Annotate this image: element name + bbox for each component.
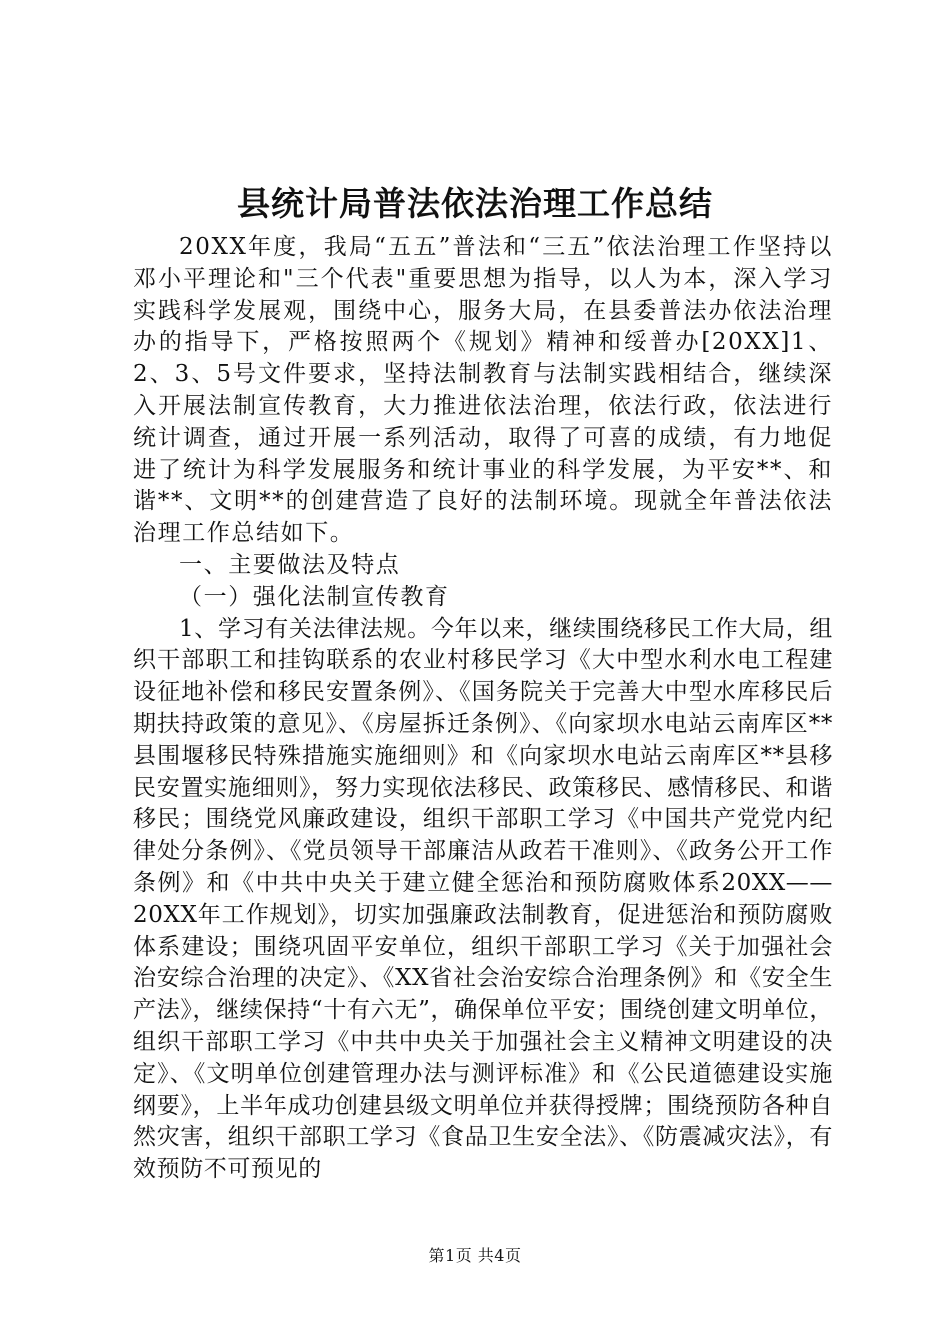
intro-paragraph: 20XX年度，我局“五五”普法和“三五”依法治理工作坚持以邓小平理论和"三个代表"重要思想为指导，以人为本，深入学习实践科学发展观，围绕中心，服务大局，在县委普法办依法治理办的指导下，严格按照两个《规划》精神和绥普办[20XX]1、2、3、5号文件要求，坚持法制教育与法制实践相结合，继续深入开展法制宣传教育，大力推进依法治理，依法行政，依法进行统计调查，通过开展一系列活动，取得了可喜的成绩，有力地促进了统计为科学发展服务和统计事业的科学发展，为平安**、和谐**、文明**的创建营造了良好的法制环境。现就全年普法依法治理工作总结如下。 <box>133 234 833 547</box>
section-heading: 一、主要做法及特点 <box>179 551 401 578</box>
page-footer: 第1页 共4页 <box>428 1246 522 1265</box>
document-title: 县统计局普法依法治理工作总结 <box>237 184 713 223</box>
item-paragraph: 1、学习有关法律法规。今年以来，继续围绕移民工作大局，组织干部职工和挂钩联系的农业村移民学习《大中型水利水电工程建设征地补偿和移民安置条例》、《国务院关于完善大中型水库移民后期扶持政策的意见》、《房屋拆迁条例》、《向家坝水电站云南库区**县围堰移民特殊措施实施细则》和《向家坝水电站云南库区**县移民安置实施细则》，努力实现依法移民、政策移民、感情移民、和谐移民；围绕党风廉政建设，组织干部职工学习《中国共产党党内纪律处分条例》、《党员领导干部廉洁从政若干准则》、《政务公开工作条例》和《中共中央关于建立健全惩治和预防腐败体系20XX——20XX年工作规划》，切实加强廉政法制教育，促进惩治和预防腐败体系建设；围绕巩固平安单位，组织干部职工学习《关于加强社会治安综合治理的决定》、《XX省社会治安综合治理条例》和《安全生产法》，继续保持“十有六无”，确保单位平安；围绕创建文明单位，组织干部职工学习《中共中央关于加强社会主义精神文明建设的决定》、《文明单位创建管理办法与测评标准》和《公民道德建设实施纲要》，上半年成功创建县级文明单位并获得授牌；围绕预防各种自然灾害，组织干部职工学习《食品卫生安全法》、《防震减灾法》，有效预防不可预见的 <box>133 615 833 1183</box>
subsection-heading: （一）强化法制宣传教育 <box>179 583 450 610</box>
document-body <box>133 232 833 1186</box>
